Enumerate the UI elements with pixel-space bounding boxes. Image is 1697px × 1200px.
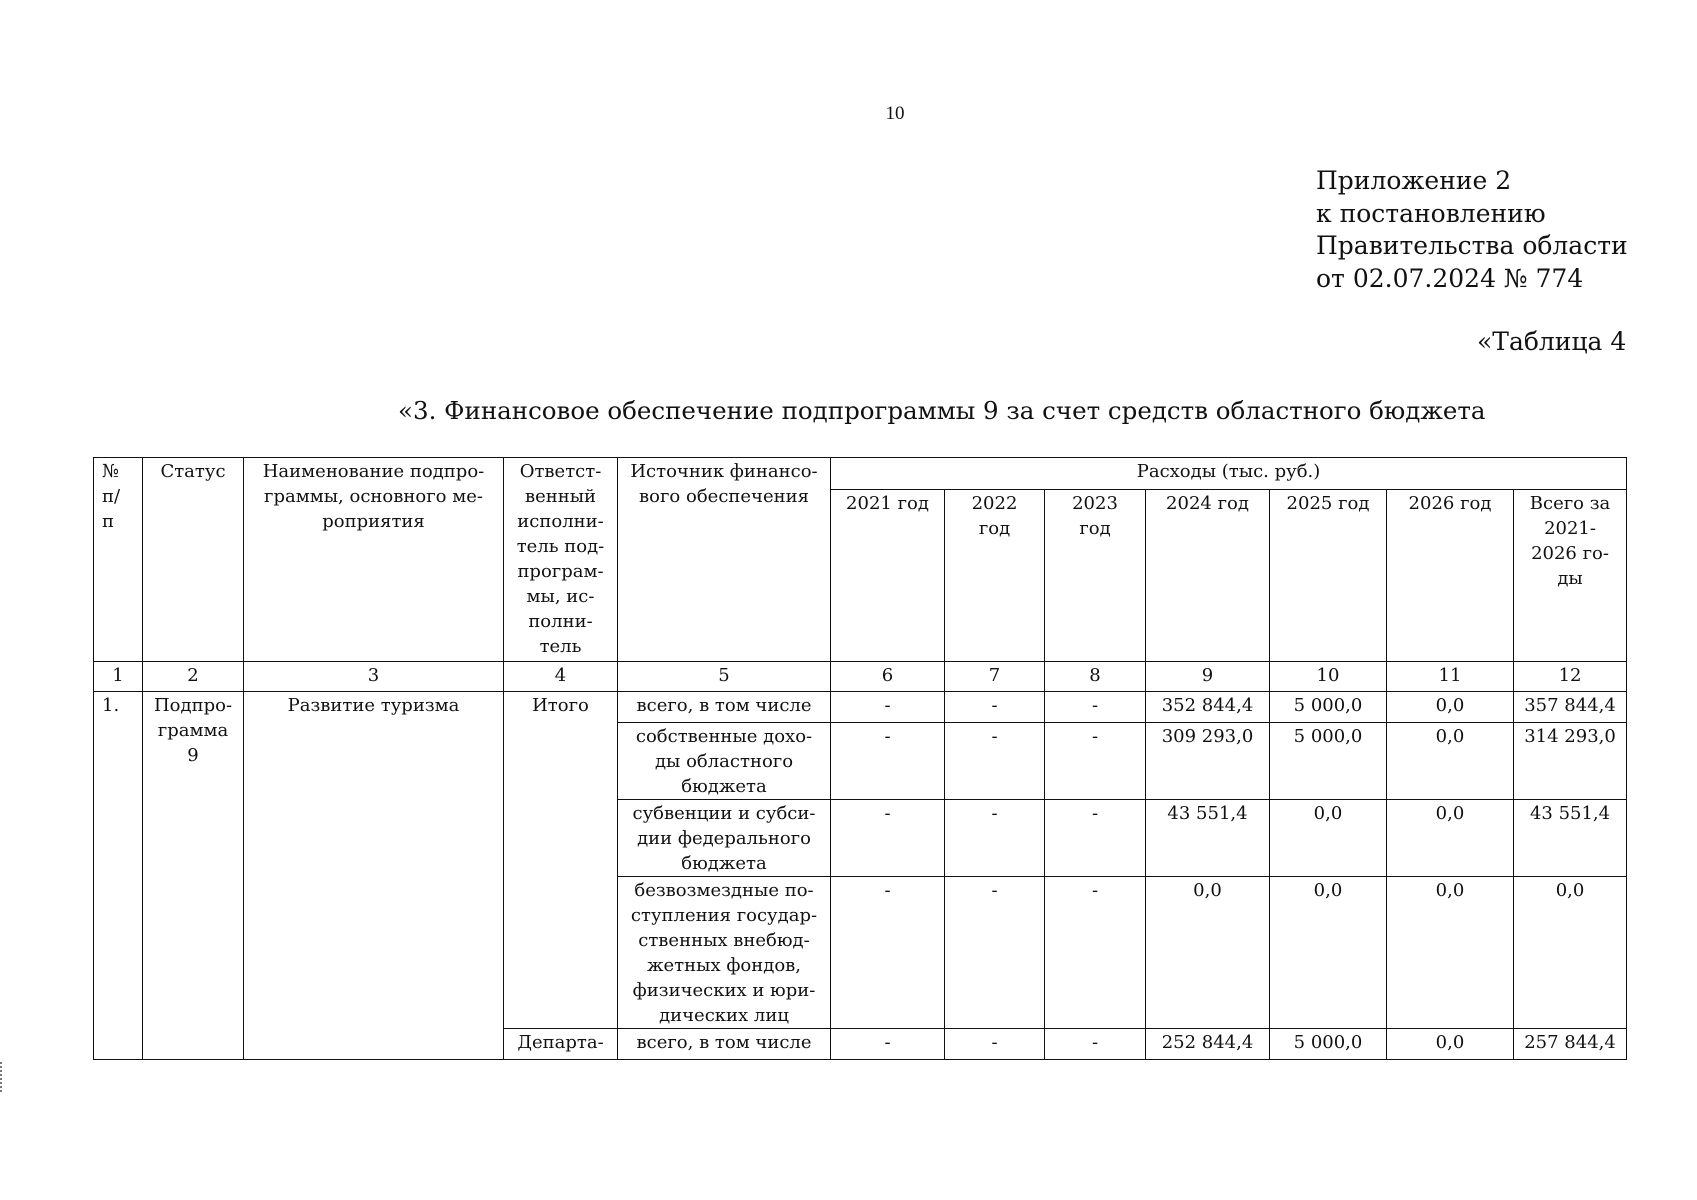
- cell-2025: 5 000,0: [1270, 692, 1387, 723]
- cell-2024: 0,0: [1146, 877, 1270, 1029]
- appendix-line-4: от 02.07.2024 № 774: [1316, 263, 1584, 293]
- cell-2024: 352 844,4: [1146, 692, 1270, 723]
- row-number: 1.: [94, 692, 143, 1060]
- cell-total: 357 844,4: [1514, 692, 1627, 723]
- cell-2024: 252 844,4: [1146, 1029, 1270, 1060]
- header-2024: 2024 год: [1146, 490, 1270, 662]
- cell-2026: 0,0: [1387, 692, 1514, 723]
- financing-table: [93, 457, 1627, 1060]
- cell-2024: 43 551,4: [1146, 800, 1270, 877]
- column-number: 9: [1146, 662, 1270, 692]
- cell-2022: -: [945, 723, 1045, 800]
- header-source: Источник финансо- вого обеспечения: [618, 458, 831, 662]
- column-number: 6: [831, 662, 945, 692]
- header-expenses: Расходы (тыс. руб.): [831, 458, 1627, 490]
- header-no: № п/ п: [94, 458, 143, 662]
- column-numbers-row: [94, 662, 1627, 692]
- cell-2026: 0,0: [1387, 800, 1514, 877]
- appendix-line-1: Приложение 2: [1316, 166, 1512, 195]
- row-source: всего, в том числе: [618, 692, 831, 723]
- cell-total: 257 844,4: [1514, 1029, 1627, 1060]
- scan-margin-marks: [0, 1062, 7, 1092]
- column-number: 5: [618, 662, 831, 692]
- row-executor-department: Департа-: [504, 1029, 618, 1060]
- cell-total: 314 293,0: [1514, 723, 1627, 800]
- row-executor-total: Итого: [504, 692, 618, 1029]
- column-number: 2: [143, 662, 244, 692]
- cell-2023: -: [1045, 877, 1146, 1029]
- cell-2021: -: [831, 692, 945, 723]
- row-source: субвенции и субси- дии федерального бюджета: [618, 800, 831, 877]
- cell-2026: 0,0: [1387, 723, 1514, 800]
- cell-2021: -: [831, 723, 945, 800]
- column-number: 4: [504, 662, 618, 692]
- cell-2021: -: [831, 1029, 945, 1060]
- column-number: 12: [1514, 662, 1627, 692]
- document-title: «3. Финансовое обеспечение подпрограммы 9 за счет средств областного бюджета: [398, 396, 1486, 425]
- cell-2023: -: [1045, 800, 1146, 877]
- cell-2023: -: [1045, 1029, 1146, 1060]
- table-caption: «Таблица 4: [1477, 327, 1627, 356]
- row-source: безвозмездные по- ступления государ- ственных внебюд- жетных фондов, физических и юри- дических лиц: [618, 877, 831, 1029]
- cell-2022: -: [945, 877, 1045, 1029]
- row-source: собственные дохо- ды областного бюджета: [618, 723, 831, 800]
- column-number: 8: [1045, 662, 1146, 692]
- column-number: 7: [945, 662, 1045, 692]
- page-number: 10: [885, 103, 905, 124]
- cell-2022: -: [945, 1029, 1045, 1060]
- cell-2025: 5 000,0: [1270, 723, 1387, 800]
- cell-2025: 0,0: [1270, 800, 1387, 877]
- header-2023: 2023 год: [1045, 490, 1146, 662]
- cell-2026: 0,0: [1387, 877, 1514, 1029]
- header-row: [94, 458, 1627, 490]
- cell-2024: 309 293,0: [1146, 723, 1270, 800]
- column-number: 10: [1270, 662, 1387, 692]
- header-2026: 2026 год: [1387, 490, 1514, 662]
- cell-2023: -: [1045, 692, 1146, 723]
- appendix-line-2: к постановлению: [1316, 198, 1546, 228]
- cell-2022: -: [945, 692, 1045, 723]
- cell-2025: 5 000,0: [1270, 1029, 1387, 1060]
- column-number: 1: [94, 662, 143, 692]
- header-status: Статус: [143, 458, 244, 662]
- cell-total: 0,0: [1514, 877, 1627, 1029]
- cell-2021: -: [831, 800, 945, 877]
- cell-2021: -: [831, 877, 945, 1029]
- cell-2026: 0,0: [1387, 1029, 1514, 1060]
- cell-2022: -: [945, 800, 1045, 877]
- table-row: [94, 692, 1627, 723]
- header-2022: 2022 год: [945, 490, 1045, 662]
- header-total: Всего за 2021- 2026 го- ды: [1514, 490, 1627, 662]
- appendix-note: [1316, 165, 1628, 295]
- cell-2023: -: [1045, 723, 1146, 800]
- appendix-line-3: Правительства области: [1316, 231, 1628, 260]
- header-name: Наименование подпро- граммы, основного ме- роприятия: [244, 458, 504, 662]
- column-number: 11: [1387, 662, 1514, 692]
- header-2021: 2021 год: [831, 490, 945, 662]
- row-source: всего, в том числе: [618, 1029, 831, 1060]
- column-number: 3: [244, 662, 504, 692]
- header-2025: 2025 год: [1270, 490, 1387, 662]
- row-name: Развитие туризма: [244, 692, 504, 1060]
- cell-2025: 0,0: [1270, 877, 1387, 1029]
- row-status: Подпро- грамма 9: [143, 692, 244, 1060]
- cell-total: 43 551,4: [1514, 800, 1627, 877]
- header-executor: Ответст- венный исполни- тель под- програм- мы, ис- полни- тель: [504, 458, 618, 662]
